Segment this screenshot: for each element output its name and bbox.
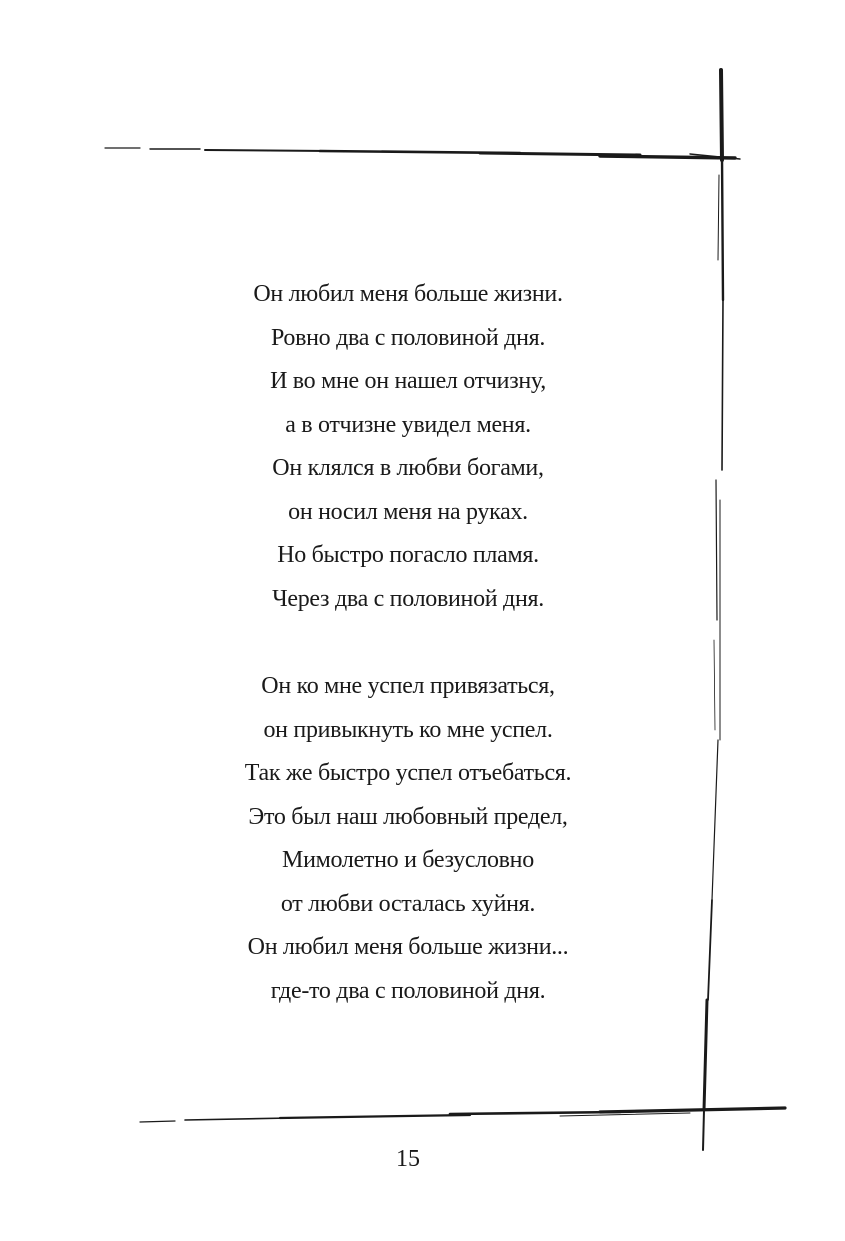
poem-line: он привыкнуть ко мне успел. [263,716,553,743]
poem-line: где-то два с половиной дня. [270,977,546,1004]
poem-line: Он клялся в любви богами, [272,455,544,481]
poem-line: И во мне он нашел отчизну, [270,368,546,394]
poem-line: Через два с половиной дня. [272,585,544,612]
poem-line: он носил меня на руках. [288,498,528,525]
poem-line: Мимолетно и безусловно [282,847,534,873]
stanza [130,273,686,621]
poem-line: от любви осталась хуйня. [280,890,536,917]
poem [130,273,686,1013]
stanza [130,665,686,1013]
poem-line: Он любил меня больше жизни. [253,281,563,307]
right-brush-line [703,70,723,1150]
poem-line: а в отчизне увидел меня. [285,411,531,438]
bottom-brush-line [140,1108,785,1122]
poem-line: Но быстро погасло пламя. [277,542,539,568]
poem-line: Это был наш любовный предел, [248,803,568,830]
poem-line: Так же быстро успел отъебаться. [244,760,572,786]
poem-line: Ровно два с половиной дня. [270,324,546,351]
poem-line: Он любил меня больше жизни... [247,934,569,960]
poem-line: Он ко мне успел привязаться, [261,673,555,699]
top-brush-line [105,148,740,159]
page-number: 15 [396,1146,420,1172]
